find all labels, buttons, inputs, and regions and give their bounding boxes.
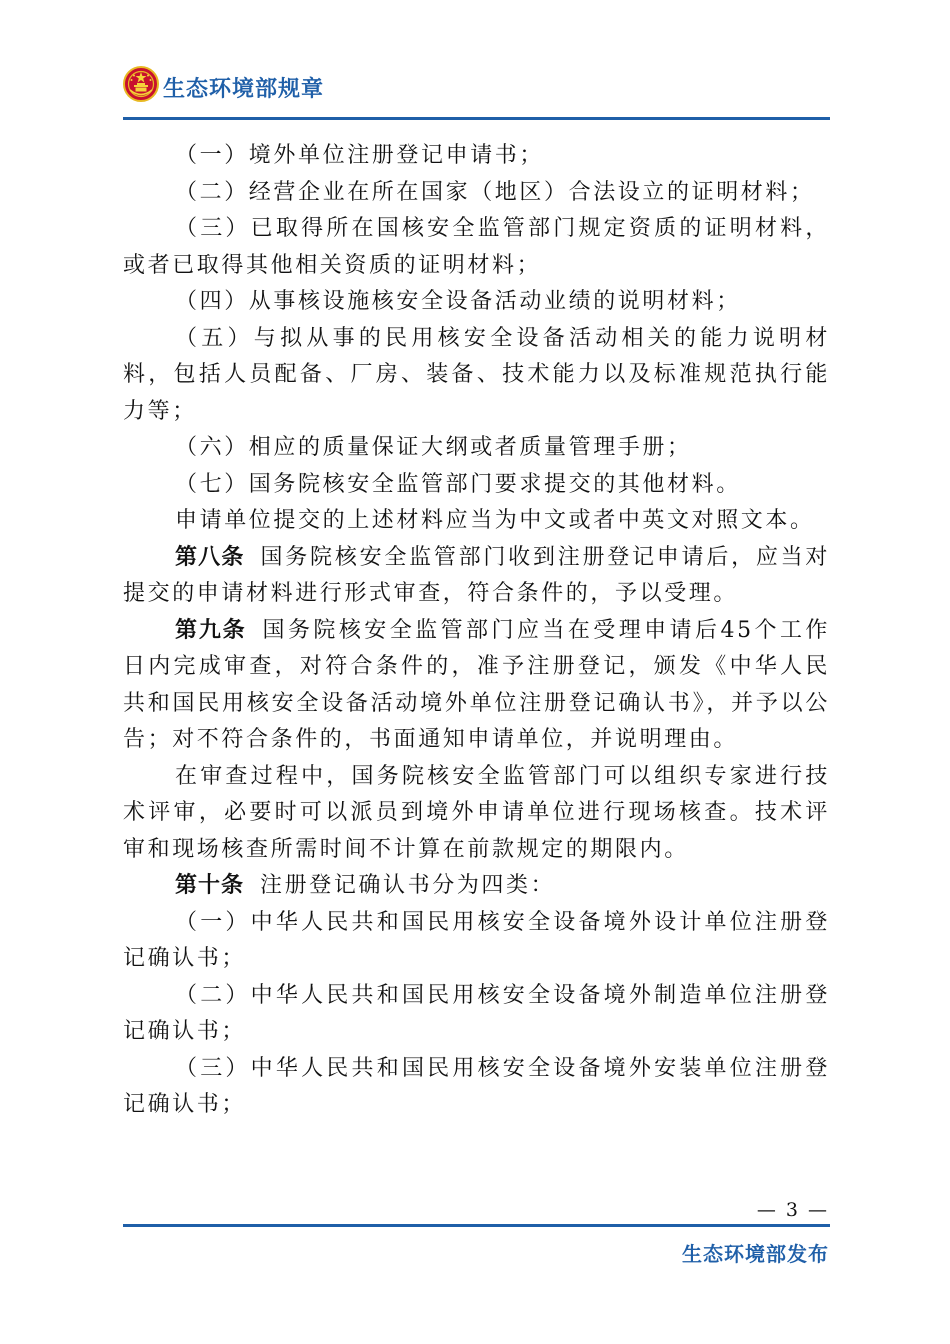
article-number: 第九条 — [175, 617, 247, 643]
paragraph-text: 国务院核安全监管部门应当在受理申请后45个工作日内完成审查，对符合条件的，准予注册登记，颁发《中华人民共和国民用核安全设备活动境外单位注册登记确认书》，并予以公告；对不符合条件的，书面通知申请单位，并说明理由。 — [123, 617, 830, 752]
article-paragraph — [123, 613, 830, 759]
page-number: — 3 — — [756, 1199, 829, 1221]
paragraph-text: （三）中华人民共和国民用核安全设备境外安装单位注册登记确认书； — [123, 1055, 830, 1117]
paragraph — [123, 978, 830, 1051]
paragraph — [123, 321, 830, 431]
article-number: 第十条 — [175, 873, 245, 898]
paragraph-text: 在审查过程中，国务院核安全监管部门可以组织专家进行技术评审，必要时可以派员到境外申请单位进行现场核查。技术评审和现场核查所需时间不计算在前款规定的期限内。 — [123, 763, 830, 862]
article-paragraph — [123, 868, 830, 905]
paragraph-text: （二）经营企业在所在国家（地区）合法设立的证明材料； — [175, 179, 815, 205]
paragraph-text: （一）境外单位注册登记申请书； — [175, 143, 545, 168]
paragraph-text: 国务院核安全监管部门收到注册登记申请后，应当对提交的申请材料进行形式审查，符合条件的，予以受理。 — [123, 544, 830, 606]
article-number: 第八条 — [175, 544, 245, 570]
paragraph-text: （七）国务院核安全监管部门要求提交的其他材料。 — [175, 471, 741, 497]
document-body — [123, 138, 830, 1124]
footer-publisher: 生态环境部发布 — [682, 1242, 829, 1266]
paragraph-text: 申请单位提交的上述材料应当为中文或者中英文对照文本。 — [175, 508, 815, 533]
paragraph-text: （二）中华人民共和国民用核安全设备境外制造单位注册登记确认书； — [123, 982, 830, 1044]
paragraph-text: （一）中华人民共和国民用核安全设备境外设计单位注册登记确认书； — [123, 909, 830, 971]
header-divider — [123, 117, 830, 120]
paragraph — [123, 175, 830, 212]
paragraph-text: 注册登记确认书分为四类： — [260, 873, 556, 898]
article-paragraph — [123, 540, 830, 613]
paragraph-text: （六）相应的质量保证大纲或者质量管理手册； — [175, 435, 692, 460]
paragraph-text: （五）与拟从事的民用核安全设备活动相关的能力说明材料，包括人员配备、厂房、装备、技术能力以及标准规范执行能力等； — [123, 325, 830, 424]
paragraph-text: （三）已取得所在国核安全监管部门规定资质的证明材料，或者已取得其他相关资质的证明材料； — [123, 216, 830, 278]
paragraph — [123, 759, 830, 869]
paragraph — [123, 430, 830, 467]
page-header — [123, 66, 830, 118]
paragraph-text: （四）从事核设施核安全设备活动业绩的说明材料； — [175, 289, 741, 314]
paragraph — [123, 138, 830, 175]
national-emblem-icon — [123, 66, 159, 102]
header-title: 生态环境部规章 — [163, 77, 325, 102]
paragraph — [123, 905, 830, 978]
paragraph — [123, 211, 830, 284]
paragraph — [123, 467, 830, 504]
paragraph — [123, 1051, 830, 1124]
paragraph — [123, 284, 830, 321]
footer-divider — [123, 1224, 830, 1227]
paragraph — [123, 503, 830, 540]
